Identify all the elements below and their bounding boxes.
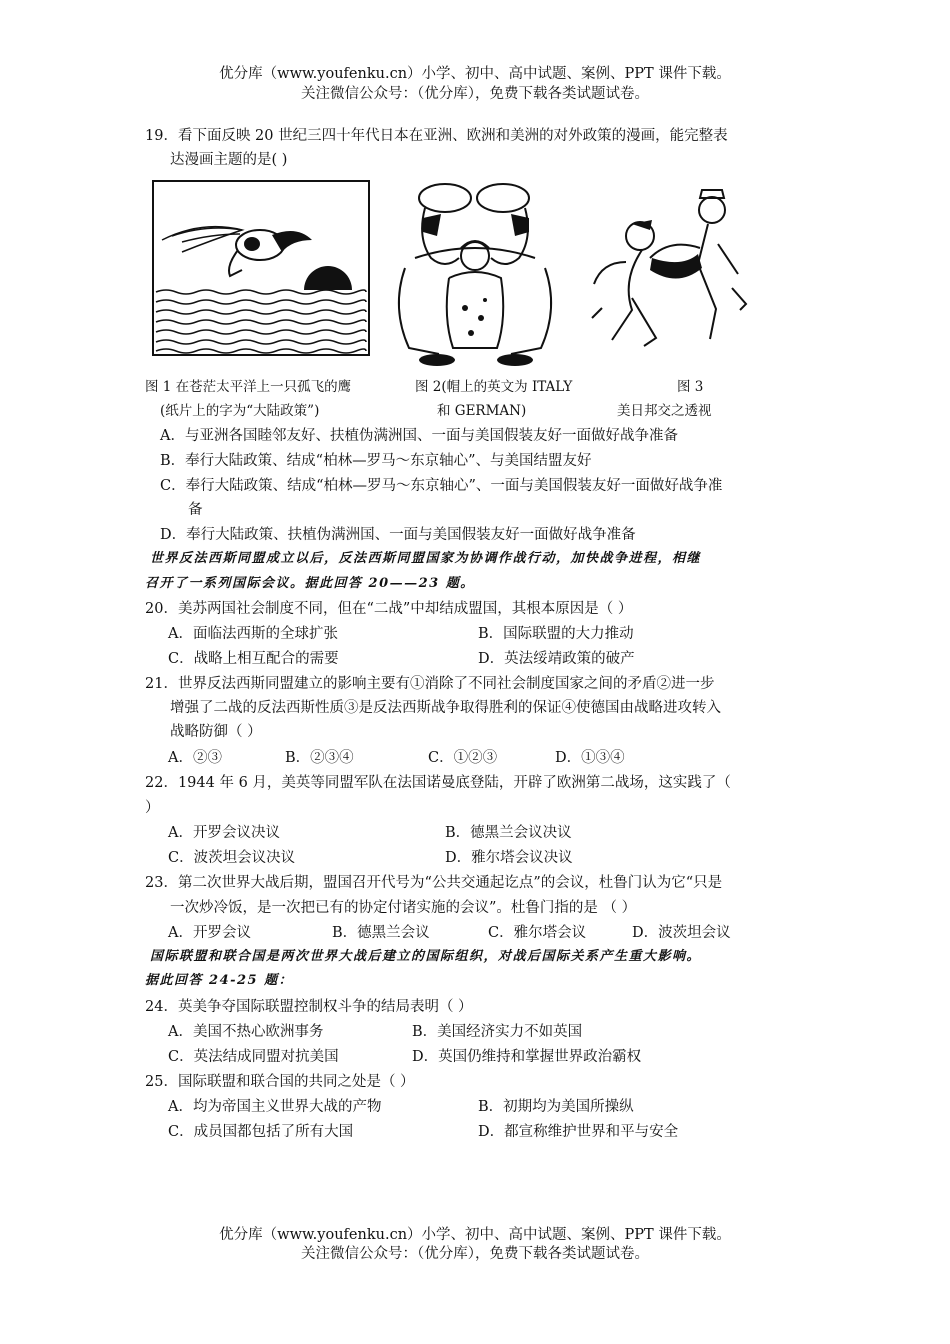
q20-stem: 20．美苏两国社会制度不同，但在“二战”中却结成盟国，其根本原因是（ ） bbox=[145, 601, 633, 617]
q23-option-b: B．德黑兰会议 bbox=[332, 925, 430, 941]
q22-option-c: C．波茨坦会议决议 bbox=[168, 850, 296, 866]
intro-24-25-line-1: 国际联盟和联合国是两次世界大战后建立的国际组织，对战后国际关系产生重大影响。 bbox=[150, 949, 702, 964]
q19-option-c-line-1: C．奉行大陆政策、结成“柏林—罗马～东京轴心”、一面与美国假装友好一面做好战争准 bbox=[160, 478, 723, 494]
q19-stem-line-2: 达漫画主题的是( ) bbox=[170, 152, 288, 168]
q22-option-a: A．开罗会议决议 bbox=[168, 825, 280, 841]
q25-option-d: D．都宣称维护世界和平与安全 bbox=[478, 1124, 679, 1140]
header-line-1: 优分库（www.youfenku.cn）小学、初中、高中试题、案例、PPT 课件下载。 bbox=[219, 66, 731, 82]
q24-option-c: C．英法结成同盟对抗美国 bbox=[168, 1049, 339, 1065]
q21-option-c: C．①②③ bbox=[428, 750, 498, 766]
figure-3-caption-line-1: 图 3 bbox=[677, 379, 704, 395]
q19-option-c-line-2: 备 bbox=[188, 502, 203, 518]
q23-option-a: A．开罗会议 bbox=[168, 925, 251, 941]
figure-2-axis-cartoon bbox=[385, 178, 567, 370]
figure-3-caption-line-2: 美日邦交之透视 bbox=[617, 403, 712, 419]
q24-option-a: A．美国不热心欧洲事务 bbox=[168, 1024, 324, 1040]
q21-option-b: B．②③④ bbox=[285, 750, 354, 766]
q23-option-d: D．波茨坦会议 bbox=[632, 925, 731, 941]
q22-stem-line-2: ） bbox=[145, 800, 160, 816]
q21-stem-line-1: 21．世界反法西斯同盟建立的影响主要有①消除了不同社会制度国家之间的矛盾②进一步 bbox=[145, 676, 715, 692]
q19-stem-line-1: 19．看下面反映 20 世纪三四十年代日本在亚洲、欧洲和美洲的对外政策的漫画，能完整表 bbox=[145, 128, 728, 144]
q25-option-b: B．初期均为美国所操纵 bbox=[478, 1099, 634, 1115]
q19-option-a: A．与亚洲各国睦邻友好、扶植伪满洲国、一面与美国假装友好一面做好战争准备 bbox=[160, 428, 678, 444]
intro-20-23-line-1: 世界反法西斯同盟成立以后，反法西斯同盟国家为协调作战行动，加快战争进程，相继 bbox=[150, 551, 702, 566]
q19-option-d: D．奉行大陆政策、扶植伪满洲国、一面与美国假装友好一面做好战争准备 bbox=[160, 527, 636, 543]
figure-2-caption-line-2: 和 GERMAN) bbox=[437, 403, 527, 419]
q20-option-b: B．国际联盟的大力推动 bbox=[478, 626, 634, 642]
q21-stem-line-3: 战略防御（ ） bbox=[170, 724, 262, 740]
q22-option-b: B．德黑兰会议决议 bbox=[445, 825, 572, 841]
footer-line-2: 关注微信公众号：（优分库），免费下载各类试题试卷。 bbox=[301, 1246, 649, 1262]
intro-20-23-line-2: 召开了一系列国际会议。据此回答 20——23 题。 bbox=[145, 576, 475, 591]
q25-stem: 25．国际联盟和联合国的共同之处是（ ） bbox=[145, 1074, 415, 1090]
header-line-2: 关注微信公众号：（优分库），免费下载各类试题试卷。 bbox=[301, 86, 649, 102]
q20-option-a: A．面临法西斯的全球扩张 bbox=[168, 626, 338, 642]
figure-3-us-japan-cartoon bbox=[582, 188, 752, 353]
q23-option-c: C．雅尔塔会议 bbox=[488, 925, 587, 941]
q24-option-b: B．美国经济实力不如英国 bbox=[412, 1024, 583, 1040]
q23-stem-line-1: 23．第二次世界大战后期，盟国召开代号为“公共交通起讫点”的会议，杜鲁门认为它“只是 bbox=[145, 875, 723, 891]
figure-1-eagle-cartoon bbox=[152, 180, 370, 356]
q25-option-c: C．成员国都包括了所有大国 bbox=[168, 1124, 354, 1140]
q20-option-c: C．战略上相互配合的需要 bbox=[168, 651, 339, 667]
q21-option-a: A．②③ bbox=[168, 750, 222, 766]
q22-stem-line-1: 22．1944 年 6 月，美英等同盟军队在法国诺曼底登陆，开辟了欧洲第二战场，这实践了（ bbox=[145, 775, 731, 791]
figure-2-caption-line-1: 图 2(帽上的英文为 ITALY bbox=[415, 379, 573, 395]
q21-stem-line-2: 增强了二战的反法西斯性质③是反法西斯战争取得胜利的保证④使德国由战略进攻转入 bbox=[170, 700, 721, 716]
figure-1-caption-line-1: 图 1 在苍茫太平洋上一只孤飞的鹰 bbox=[145, 379, 352, 395]
q23-stem-line-2: 一次炒冷饭，是一次把已有的协定付诸实施的会议”。杜鲁门指的是 （ ） bbox=[170, 900, 637, 916]
q20-option-d: D．英法绥靖政策的破产 bbox=[478, 651, 635, 667]
q24-stem: 24．英美争夺国际联盟控制权斗争的结局表明（ ） bbox=[145, 999, 473, 1015]
footer-line-1: 优分库（www.youfenku.cn）小学、初中、高中试题、案例、PPT 课件下载。 bbox=[219, 1227, 731, 1243]
q19-option-b: B．奉行大陆政策、结成“柏林—罗马～东京轴心”、与美国结盟友好 bbox=[160, 453, 592, 469]
q25-option-a: A．均为帝国主义世界大战的产物 bbox=[168, 1099, 382, 1115]
intro-24-25-line-2: 据此回答 24-25 题： bbox=[145, 973, 294, 988]
figure-1-caption-line-2: (纸片上的字为“大陆政策”) bbox=[160, 403, 320, 419]
q22-option-d: D．雅尔塔会议决议 bbox=[445, 850, 573, 866]
q24-option-d: D．英国仍维持和掌握世界政治霸权 bbox=[412, 1049, 642, 1065]
q21-option-d: D．①③④ bbox=[555, 750, 625, 766]
